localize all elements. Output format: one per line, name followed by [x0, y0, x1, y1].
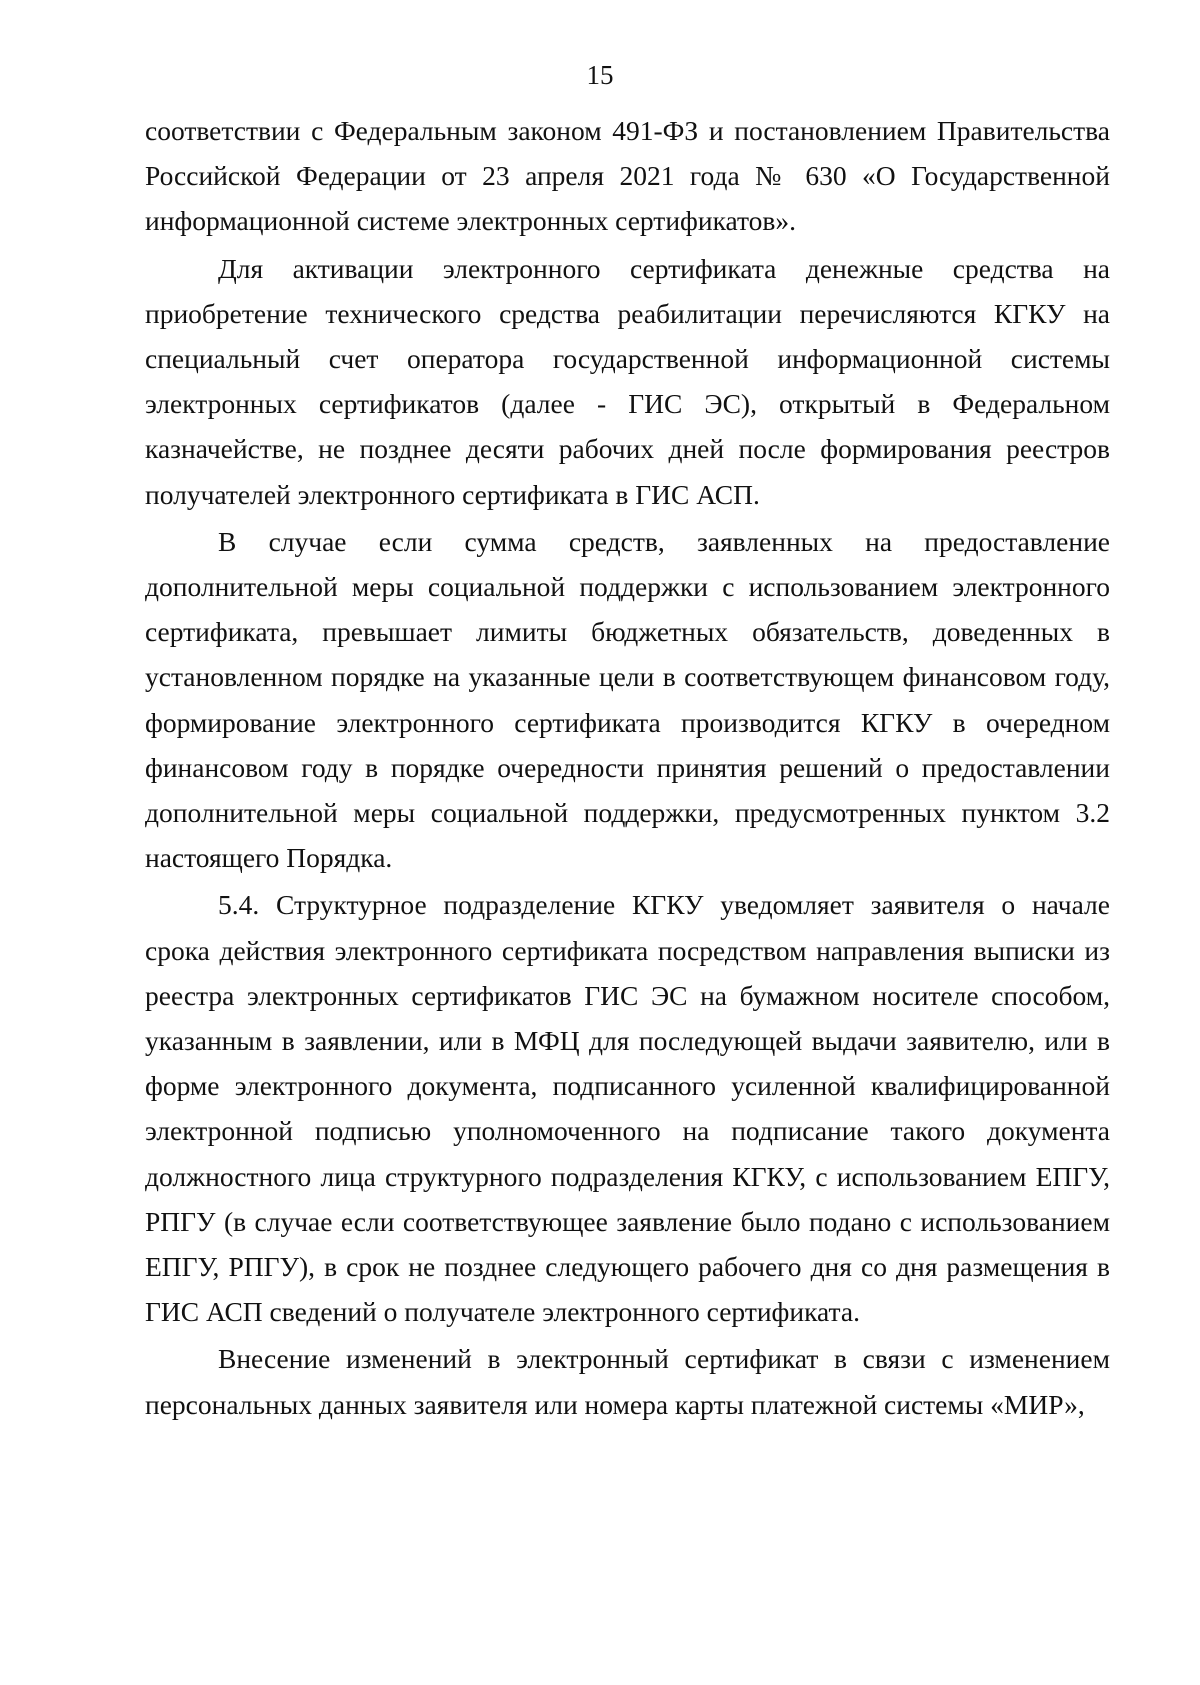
paragraph-continuation: соответствии с Федеральным законом 491-ФЗ и постановлением Правительства Российской Федерации от 23 апреля 2021 года № 630 «О Государственной информационной системе электронных сертификатов». — [145, 115, 1110, 237]
paragraph-limits: В случае если сумма средств, заявленных на предоставление дополнительной меры социальной поддержки с использованием электронного сертификата, превышает лимиты бюджетных обязательств, доведенных в установленном порядке на указанные цели в соответствующем финансовом году, формирование электронного сертификата производится КГКУ в очередном финансовом году в порядке очередности принятия решений о предоставлении дополнительной меры социальной поддержки, предусмотренных пунктом 3.2 настоящего Порядка. — [145, 525, 1110, 874]
paragraph-clause-5-4: 5.4. Структурное подразделение КГКУ уведомляет заявителя о начале срока действия электронного сертификата посредством направления выписки из реестра электронных сертификатов ГИС ЭС на бумажном носителе способом, указанным в заявлении, или в МФЦ для последующей выдачи заявителю, или в форме электронного документа, подписанного усиленной квалифицированной электронной подписью уполномоченного на подписание такого документа должностного лица структурного подразделения КГКУ, с использованием ЕПГУ, РПГУ (в случае если соответствующее заявление было подано с использованием ЕПГУ, РПГУ), в срок не позднее следующего рабочего дня со дня размещения в ГИС АСП сведений о получателе электронного сертификата. — [145, 889, 1110, 1328]
paragraph-activation: Для активации электронного сертификата денежные средства на приобретение технического средства реабилитации перечисляются КГКУ на специальный счет оператора государственной информационной системы электронных сертификатов (далее - ГИС ЭС), открытый в Федеральном казначействе, не позднее десяти рабочих дней после формирования реестров получателей электронного сертификата в ГИС АСП. — [145, 252, 1110, 510]
document-body — [145, 108, 1110, 1427]
paragraph-changes: Внесение изменений в электронный сертификат в связи с изменением персональных данных заявителя или номера карты платежной системы «МИР», — [145, 1343, 1110, 1420]
page-number: 15 — [586, 60, 614, 90]
